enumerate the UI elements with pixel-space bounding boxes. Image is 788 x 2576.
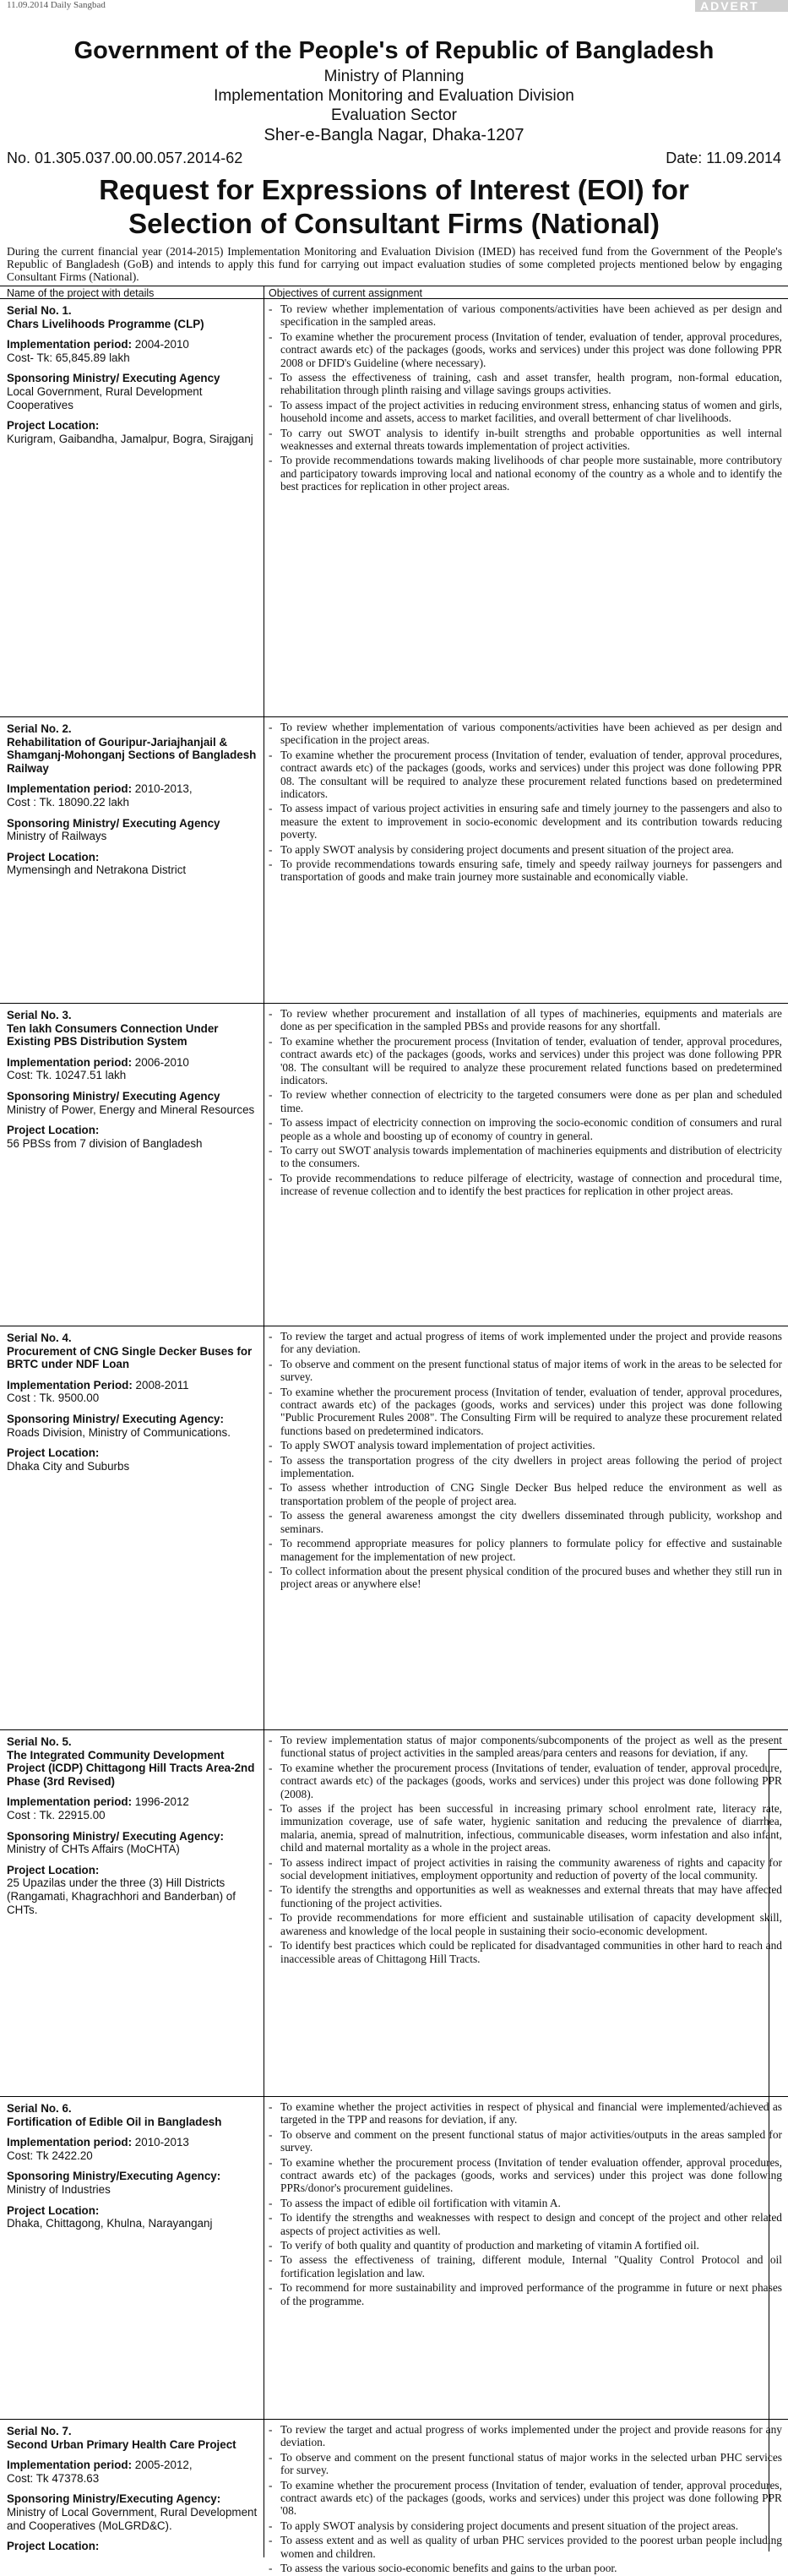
- side-box: [769, 1749, 787, 2551]
- objective-item: - To review whether implementation of various components/activities have been achieved as per design and specification in the sampled areas.: [267, 302, 782, 329]
- sponsor-label: Sponsoring Ministry/ Executing Agency: [7, 816, 220, 830]
- objective-item: - To assess the effectiveness of training, cash and asset transfer, health program, non-formal education, rehabilitation through plinth raising and village savings groups activities.: [267, 371, 782, 397]
- project-objectives: [267, 2100, 782, 2309]
- period-value: 2005-2012,: [134, 2459, 193, 2472]
- objective-item: - To recommend appropriate measures for policy planners to formulate policy for effective and sustainable management for the implementation of new project.: [267, 1537, 782, 1563]
- objective-item: - To collect information about the present physical condition of the procured buses and whether they still run in project areas or anywhere else!: [267, 1565, 782, 1591]
- objective-item: - To provide recommendations towards ensuring safe, timely and speedy railway journeys for passengers and transportation of goods and make train journey more sustainable and economically viable.: [267, 858, 782, 884]
- project-row: [0, 1730, 788, 2097]
- objective-item: - To assess the various socio-economic benefits and gains to the urban poor.: [267, 2562, 782, 2574]
- objective-item: - To apply SWOT analysis by considering project documents and present situation of the project areas.: [267, 2519, 782, 2532]
- objective-item: - To observe and comment on the present functional status of major items of work in the areas to be selected for survey.: [267, 1358, 782, 1384]
- reference-number: No. 01.305.037.00.00.057.2014-62: [7, 150, 243, 166]
- objective-item: - To examine whether the procurement process (Invitations of tender, evaluation of tender, approval procedure, contract awards etc) of the packages (goods, works and services) under this project was done following PPR (2008).: [267, 1762, 782, 1800]
- project-objectives: [267, 1330, 782, 1593]
- objective-item: - To observe and comment on the present functional status of major works in the selected urban PHC services for survey.: [267, 2451, 782, 2477]
- notice-date: Date: 11.09.2014: [666, 150, 781, 166]
- implementation-period: [7, 2459, 258, 2472]
- newspaper-date: 11.09.2014 Daily Sangbad: [7, 0, 106, 10]
- project-cost: Cost- Tk: 65,845.89 lakh: [7, 351, 130, 364]
- objective-item: - To review whether connection of electricity to the targeted consumers were done as per plan and scheduled time.: [267, 1088, 782, 1114]
- location-label: Project Location:: [7, 2540, 100, 2553]
- implementation-period: [7, 2136, 258, 2149]
- project-row: [0, 299, 788, 717]
- sponsor-label: Sponsoring Ministry/ Executing Agency:: [7, 1829, 224, 1843]
- project-row: [0, 2097, 788, 2420]
- objective-item: - To provide recommendations towards making livelihoods of char people more sustainable, more contributory and participatory towards improving local and national economy of the country as a whole and to identify the best practices for replication in other project areas.: [267, 454, 782, 493]
- column-header-project: Name of the project with details: [7, 287, 155, 299]
- objective-item: - To carry out SWOT analysis to identify in-built strengths and probable opportunities as well internal weaknesses and external threats towards implementation of project activities.: [267, 427, 782, 453]
- project-name: Procurement of CNG Single Decker Buses for BRTC under NDF Loan: [7, 1344, 253, 1371]
- sponsor-value: Ministry of Industries: [7, 2182, 111, 2196]
- location-value: Dhaka City and Suburbs: [7, 1459, 130, 1473]
- project-serial: Serial No. 6.: [7, 2102, 72, 2115]
- objective-item: - To examine whether the procurement process (Invitation of tender evaluation offender, approval procedures, contract awards etc) of the packages (goods, works and services) under this project was done following PPRs/donor's procurement guidelines.: [267, 2156, 782, 2195]
- objective-item: - To examine whether the procurement process (Invitation of tender, evaluation of tender, approval procedures, contract awards etc) of the packages (goods, works and services) under this project was done following "Public Procurement Rules 2008". The Consulting Firm will be required to analyze these procurement related functions based on predetermined indicators.: [267, 1386, 782, 1438]
- sponsor-value: Ministry of Railways: [7, 830, 107, 843]
- objective-item: - To apply SWOT analysis by considering project documents and present situation of the project area.: [267, 843, 782, 856]
- government-heading: Government of the People's of Republic of Bangladesh: [73, 37, 715, 64]
- location-label: Project Location:: [7, 850, 100, 863]
- objective-item: - To provide recommendations to reduce pilferage of electricity, wastage of connection and procedural time, increase of revenue collection and to identify the best practices for replication in other project areas.: [267, 1172, 782, 1198]
- objective-item: - To carry out SWOT analysis towards implementation of machineries equipments and distribution of electricity to the consumers.: [267, 1144, 782, 1170]
- objective-item: - To assess indirect impact of project activities in raising the community awareness of rights and capacity for social development initiatives, employment opportunity and reduction of poverty of the local community.: [267, 1856, 782, 1882]
- project-serial: Serial No. 5.: [7, 1735, 72, 1748]
- project-objectives: [267, 302, 782, 495]
- intro-paragraph: During the current financial year (2014-2015) Implementation Monitoring and Evaluation Division (IMED) has received fund from the Government of the People's Republic of Bangladesh (GoB) and intends to apply this fund for carrying out impact evaluation studies of some completed projects mentioned below by engaging Consultant Firms (National).: [7, 245, 782, 283]
- location-label: Project Location:: [7, 419, 100, 433]
- objective-item: - To assess impact of the project activities in reducing environment stress, enhancing status of women and girls, household income and assets, access to market facilities, and overall betterment of char livelihoods.: [267, 399, 782, 425]
- sponsor-label: Sponsoring Ministry/ Executing Agency: [7, 1089, 220, 1103]
- project-objectives: [267, 2423, 782, 2576]
- objective-item: - To review implementation status of major components/subcomponents of the project as well as the present functional status of project activities in the sampled areas/para centers and reasons for deviation, if any.: [267, 1734, 782, 1760]
- objective-item: - To identify the strengths and weaknesses with respect to design and concept of the project and other related aspects of project activities as well.: [267, 2211, 782, 2237]
- objective-item: - To assess the transportation progress of the city dwellers in project areas following the period of project implementation.: [267, 1454, 782, 1480]
- sponsor-value: Local Government, Rural Development Cooperatives: [7, 384, 203, 411]
- project-name: Ten lakh Consumers Connection Under Existing PBS Distribution System: [7, 1021, 219, 1048]
- objective-item: - To verify of both quality and quantity of production and marketing of vitamin A fortified oil.: [267, 2239, 782, 2252]
- project-name: Chars Livelihoods Programme (CLP): [7, 317, 204, 330]
- period-value: 2004-2010: [134, 338, 189, 351]
- project-row: [0, 717, 788, 1004]
- location-value: 56 PBSs from 7 division of Bangladesh: [7, 1136, 203, 1150]
- objective-item: - To recommend for more sustainability and improved performance of the programme in future or next phases of the programme.: [267, 2281, 782, 2307]
- objective-item: - To identify the strengths and opportunities as well as weaknesses and external threats that may have affected functioning of the project activities.: [267, 1883, 782, 1909]
- project-details: [7, 2102, 258, 2230]
- objective-item: - To assess impact of various project activities in ensuring safe and timely journey to the passengers and also to measure the extent to improvement in socio-economic development and its contribution towards reducing poverty.: [267, 802, 782, 841]
- table-header-row: [0, 286, 788, 299]
- division-line: Implementation Monitoring and Evaluation Division: [214, 87, 574, 105]
- column-header-objectives: Objectives of current assignment: [269, 287, 423, 299]
- project-name: Second Urban Primary Health Care Project: [7, 2437, 236, 2451]
- objective-item: - To assess the impact of edible oil fortification with vitamin A.: [267, 2197, 782, 2209]
- objective-item: - To examine whether the project activities in respect of physical and financial were implemented/achieved as targeted in the TPP and reasons for deviation, if any.: [267, 2100, 782, 2127]
- project-cost: Cost: Tk 47378.63: [7, 2471, 100, 2485]
- project-objectives: [267, 721, 782, 885]
- objective-item: - To provide recommendations for more efficient and sustainable utilisation of capacity development skill, awareness and knowledge of the local people in sustaining their socio-economic development.: [267, 1911, 782, 1937]
- implementation-period: [7, 1379, 258, 1392]
- period-value: 2010-2013: [134, 2136, 189, 2149]
- implementation-period: [7, 782, 258, 796]
- period-value: 2008-2011: [135, 1378, 189, 1391]
- project-serial: Serial No. 4.: [7, 1332, 72, 1344]
- title-line-1: Request for Expressions of Interest (EOI) for: [99, 174, 689, 205]
- project-serial: Serial No. 7.: [7, 2425, 72, 2437]
- location-label: Project Location:: [7, 1863, 100, 1876]
- project-details: [7, 2425, 258, 2553]
- advert-banner: ADVERT: [695, 0, 788, 12]
- project-details: [7, 1009, 258, 1150]
- project-serial: Serial No. 1.: [7, 304, 72, 317]
- objective-item: - To assess whether introduction of CNG Single Decker Bus helped reduce the environment as well as transportation problem of the people of project area.: [267, 1481, 782, 1507]
- address-line: Sher-e-Bangla Nagar, Dhaka-1207: [264, 126, 524, 144]
- sponsor-value: Ministry of Local Government, Rural Development and Cooperatives (MoLGRD&C).: [7, 2505, 258, 2532]
- objective-item: - To review the target and actual progress of items of work implemented under the project and provide reasons for any deviation.: [267, 1330, 782, 1356]
- period-value: 1996-2012: [134, 1795, 189, 1809]
- project-serial: Serial No. 2.: [7, 722, 72, 735]
- project-row: [0, 1004, 788, 1326]
- project-name: The Integrated Community Development Project (ICDP) Chittagong Hill Tracts Area-2nd Phase (3rd Revised): [7, 1748, 255, 1788]
- project-cost: Cost : Tk. 18090.22 lakh: [7, 795, 129, 809]
- project-cost: Cost: Tk. 10247.51 lakh: [7, 1069, 127, 1082]
- location-label: Project Location:: [7, 1446, 100, 1460]
- project-objectives: [267, 1734, 782, 1967]
- period-label: Implementation period:: [7, 338, 133, 351]
- objective-item: - To review whether implementation of various components/activities have been achieved as per design and specification in the project areas.: [267, 721, 782, 747]
- sponsor-label: Sponsoring Ministry/Executing Agency:: [7, 2492, 221, 2506]
- sponsor-label: Sponsoring Ministry/ Executing Agency: [7, 372, 220, 385]
- period-label: Implementation Period:: [7, 1378, 133, 1391]
- ministry-line: Ministry of Planning: [323, 68, 465, 85]
- implementation-period: [7, 338, 258, 351]
- project-name: Rehabilitation of Gouripur-Jariajhanjail & Shamganj-Mohonganj Sections of Bangladesh Railway: [7, 735, 257, 775]
- sponsor-label: Sponsoring Ministry/ Executing Agency:: [7, 1412, 224, 1425]
- project-cost: Cost : Tk. 9500.00: [7, 1391, 100, 1405]
- period-label: Implementation period:: [7, 782, 133, 796]
- project-cost: Cost: Tk 2422.20: [7, 2148, 93, 2162]
- sponsor-value: Ministry of CHTs Affairs (MoCHTA): [7, 1843, 180, 1856]
- project-details: [7, 722, 258, 877]
- objective-item: - To assess the effectiveness of training, different module, Internal "Quality Control Protocol and oil fortification legislation and law.: [267, 2253, 782, 2279]
- period-label: Implementation period:: [7, 2459, 133, 2472]
- objective-item: - To identify best practices which could be replicated for disadvantaged communities in other hard to reach and inaccessible areas of Chittagong Hill Tracts.: [267, 1939, 782, 1965]
- period-value: 2010-2013,: [134, 782, 193, 796]
- newspaper-top-strip: [0, 0, 788, 12]
- objective-item: - To assess the general awareness amongst the city dwellers disseminated through publicity, workshop and seminars.: [267, 1509, 782, 1535]
- objective-item: - To observe and comment on the present functional status of major activities/outputs in the areas sampled for survey.: [267, 2128, 782, 2154]
- objective-item: - To asses if the project has been successful in increasing primary school enrolment rate, literacy rate, immunization coverage, use of safe water, hygienic sanitation and reducing the prevalence of diarrhea, malaria, anemia, spread of malnutrition, infectious, communicable diseases, worm infestation and also infant, child and maternal mortality as a whole in the project areas.: [267, 1802, 782, 1854]
- location-value: Mymensingh and Netrakona District: [7, 863, 187, 877]
- location-label: Project Location:: [7, 2203, 100, 2217]
- title-line-2: Selection of Consultant Firms (National): [128, 208, 660, 239]
- sponsor-label: Sponsoring Ministry/Executing Agency:: [7, 2170, 221, 2183]
- implementation-period: [7, 1795, 258, 1809]
- period-label: Implementation period:: [7, 1795, 133, 1809]
- period-value: 2006-2010: [134, 1055, 189, 1069]
- project-name: Fortification of Edible Oil in Bangladesh: [7, 2115, 222, 2128]
- project-serial: Serial No. 3.: [7, 1009, 72, 1021]
- objective-item: - To review the target and actual progress of works implemented under the project and provide reasons for any deviation.: [267, 2423, 782, 2449]
- sector-line: Evaluation Sector: [331, 106, 457, 124]
- objective-item: - To examine whether the procurement process (Invitation of tender, evaluation of tender, approval procedures, contract awards etc) of the packages (goods, works and services) under this project was done following PPR 08. The consultant will be required to analyze these procurement related functions based on predetermined indicators.: [267, 749, 782, 801]
- project-row: [0, 1326, 788, 1730]
- project-row: [0, 2420, 788, 2575]
- implementation-period: [7, 1056, 258, 1070]
- sponsor-value: Roads Division, Ministry of Communications.: [7, 1425, 231, 1439]
- location-label: Project Location:: [7, 1124, 100, 1137]
- project-details: [7, 304, 258, 445]
- objective-item: - To assess impact of electricity connection on improving the socio-economic condition of consumers and rural people as a whole and boosting up of economy of country in general.: [267, 1116, 782, 1142]
- location-value: Dhaka, Chittagong, Khulna, Narayanganj: [7, 2217, 213, 2230]
- project-details: [7, 1332, 258, 1473]
- project-details: [7, 1735, 258, 1916]
- period-label: Implementation period:: [7, 2136, 133, 2149]
- objective-item: - To apply SWOT analysis toward implementation of project activities.: [267, 1439, 782, 1451]
- objective-item: - To review whether procurement and installation of all types of machineries, equipments and materials are done as per specification in the sampled PBSs and provide reasons for any shortfall.: [267, 1007, 782, 1033]
- objective-item: - To assess extent and as well as quality of urban PHC services provided to the poorest urban people including women and children.: [267, 2534, 782, 2560]
- objective-item: - To examine whether the procurement process (Invitation of tender, evaluation of tender, approval procedures, contract awards etc) of the packages (goods, works and services) under this project was done following PPR '08. The consultant will be required to analyze these procurement related functions based on predetermined indicators.: [267, 1035, 782, 1087]
- location-value: 25 Upazilas under the three (3) Hill Districts (Rangamati, Khagrachhori and Banderban) of CHTs.: [7, 1876, 236, 1916]
- objective-item: - To examine whether the procurement process (Invitation of tender, evaluation of tender, approval procedures, contract awards etc) of the packages (goods, works and services) under this project was done following PPR 2008 or DFID's Guideline (where necessary).: [267, 330, 782, 369]
- project-objectives: [267, 1007, 782, 1200]
- project-cost: Cost : Tk. 22915.00: [7, 1808, 106, 1822]
- objective-item: - To examine whether the procurement process (Invitation of tender, evaluation of tender, approval procedures, contract awards etc) of the packages (goods, works and services) under this project was done following PPR '08.: [267, 2479, 782, 2518]
- location-value: Kurigram, Gaibandha, Jamalpur, Bogra, Sirajganj: [7, 432, 253, 445]
- period-label: Implementation period:: [7, 1055, 133, 1069]
- sponsor-value: Ministry of Power, Energy and Mineral Resources: [7, 1103, 255, 1116]
